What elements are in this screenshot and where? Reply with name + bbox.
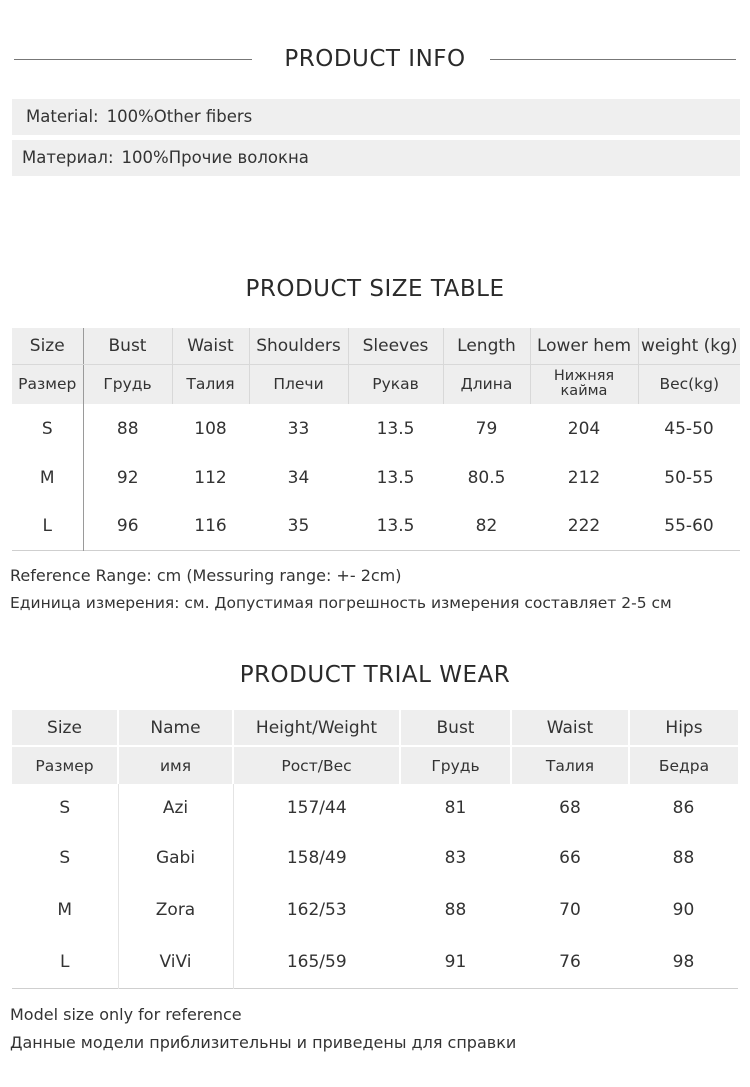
size-table-header-cell: Shoulders: [249, 328, 348, 364]
trial-table-header-cell: Name: [118, 710, 233, 746]
trial-table-header-en: [12, 710, 738, 746]
material-label-ru: Материал:: [22, 148, 114, 167]
size-table-cell: 13.5: [348, 454, 443, 502]
trial-table-row: [12, 884, 738, 936]
size-table-cell: 80.5: [443, 454, 530, 502]
size-table-header-cell: Вес(kg): [638, 364, 740, 404]
trial-table-header-cell: Height/Weight: [233, 710, 400, 746]
trial-table-cell: 90: [629, 884, 738, 936]
trial-table-cell: 98: [629, 936, 738, 988]
trial-table-cell: 91: [400, 936, 511, 988]
size-table-cell: 13.5: [348, 502, 443, 550]
size-table-cell: 108: [172, 404, 249, 454]
trial-table-cell: 162/53: [233, 884, 400, 936]
size-table-header-cell: Рукав: [348, 364, 443, 404]
trial-table-header-cell: имя: [118, 746, 233, 784]
trial-table-header-cell: Размер: [12, 746, 118, 784]
size-table-header-cell: Длина: [443, 364, 530, 404]
size-table-cell: 88: [83, 404, 172, 454]
material-value-en: 100%Other fibers: [106, 107, 253, 126]
size-note-ru: Единица измерения: см. Допустимая погрешность измерения составляет 2-5 см: [10, 594, 672, 612]
size-table-header-cell: Bust: [83, 328, 172, 364]
material-row-ru: [12, 140, 740, 176]
size-note-en: Reference Range: cm (Messuring range: +- 2cm): [10, 566, 402, 585]
trial-table-cell: 165/59: [233, 936, 400, 988]
size-table-cell: 33: [249, 404, 348, 454]
trial-table-cell: ViVi: [118, 936, 233, 988]
trial-table-cell: 76: [511, 936, 629, 988]
trial-table-row: [12, 784, 738, 832]
trial-table-header-cell: Бедра: [629, 746, 738, 784]
size-table-cell: 50-55: [638, 454, 740, 502]
size-table-cell: 212: [530, 454, 638, 502]
size-table-cell: 13.5: [348, 404, 443, 454]
trial-note-ru: Данные модели приблизительны и приведены для справки: [10, 1033, 517, 1052]
size-table-cell: 96: [83, 502, 172, 550]
trial-table-cell: M: [12, 884, 118, 936]
trial-table-cell: 158/49: [233, 832, 400, 884]
size-table-cell: 45-50: [638, 404, 740, 454]
trial-note-en: Model size only for reference: [10, 1005, 242, 1024]
size-table-header-cell: Талия: [172, 364, 249, 404]
size-table-header-ru: [12, 364, 740, 404]
size-table-header-cell: weight (kg): [638, 328, 740, 364]
trial-table-cell: S: [12, 832, 118, 884]
size-table-header-cell: Lower hem: [530, 328, 638, 364]
size-table-cell: 222: [530, 502, 638, 550]
size-table-cell: 34: [249, 454, 348, 502]
trial-table-header-cell: Рост/Вес: [233, 746, 400, 784]
size-table-header-cell: Length: [443, 328, 530, 364]
trial-table-header-cell: Талия: [511, 746, 629, 784]
lower-hem-ru-line2: кайма: [560, 383, 608, 400]
size-table-cell: 112: [172, 454, 249, 502]
trial-table-header-cell: Грудь: [400, 746, 511, 784]
size-table-row: [12, 502, 740, 550]
trial-table-cell: 66: [511, 832, 629, 884]
size-table-header-en: [12, 328, 740, 364]
material-label-en: Material:: [26, 107, 99, 126]
size-table-header-cell: Грудь: [83, 364, 172, 404]
trial-table-header-cell: Hips: [629, 710, 738, 746]
trial-table-row: [12, 832, 738, 884]
size-table-header-cell: Size: [12, 328, 83, 364]
size-table-header-cell: Размер: [12, 364, 83, 404]
size-table-cell: 204: [530, 404, 638, 454]
trial-table-cell: 157/44: [233, 784, 400, 832]
size-table-row: [12, 404, 740, 454]
trial-table-cell: 88: [400, 884, 511, 936]
size-table-cell: M: [12, 454, 83, 502]
product-info-title: PRODUCT INFO: [284, 46, 466, 72]
trial-table-cell: 86: [629, 784, 738, 832]
size-table-header-cell: [530, 364, 638, 404]
trial-table-header-cell: Bust: [400, 710, 511, 746]
trial-table-cell: 68: [511, 784, 629, 832]
size-table-cell: L: [12, 502, 83, 550]
trial-wear-title: PRODUCT TRIAL WEAR: [239, 662, 511, 688]
size-table: [12, 328, 740, 551]
trial-table-cell: 88: [629, 832, 738, 884]
trial-table-header-ru: [12, 746, 738, 784]
size-table-header-cell: Sleeves: [348, 328, 443, 364]
trial-table-cell: Zora: [118, 884, 233, 936]
trial-table-row: [12, 936, 738, 988]
trial-wear-table: [12, 710, 738, 989]
material-value-ru: 100%Прочие волокна: [121, 148, 309, 167]
size-table-header-cell: Плечи: [249, 364, 348, 404]
lower-hem-ru-line1: Нижняя: [553, 368, 615, 385]
size-table-row: [12, 454, 740, 502]
trial-table-header-cell: Size: [12, 710, 118, 746]
trial-table-cell: 70: [511, 884, 629, 936]
size-table-header-cell: Waist: [172, 328, 249, 364]
size-table-cell: S: [12, 404, 83, 454]
trial-table-cell: L: [12, 936, 118, 988]
size-table-cell: 116: [172, 502, 249, 550]
size-table-title: PRODUCT SIZE TABLE: [245, 276, 505, 302]
trial-table-cell: 83: [400, 832, 511, 884]
trial-table-cell: Gabi: [118, 832, 233, 884]
size-table-cell: 35: [249, 502, 348, 550]
material-row-en: [12, 99, 740, 135]
trial-table-cell: S: [12, 784, 118, 832]
trial-table-header-cell: Waist: [511, 710, 629, 746]
size-table-cell: 79: [443, 404, 530, 454]
size-table-cell: 55-60: [638, 502, 740, 550]
size-table-cell: 82: [443, 502, 530, 550]
size-table-cell: 92: [83, 454, 172, 502]
trial-table-cell: Azi: [118, 784, 233, 832]
trial-table-cell: 81: [400, 784, 511, 832]
